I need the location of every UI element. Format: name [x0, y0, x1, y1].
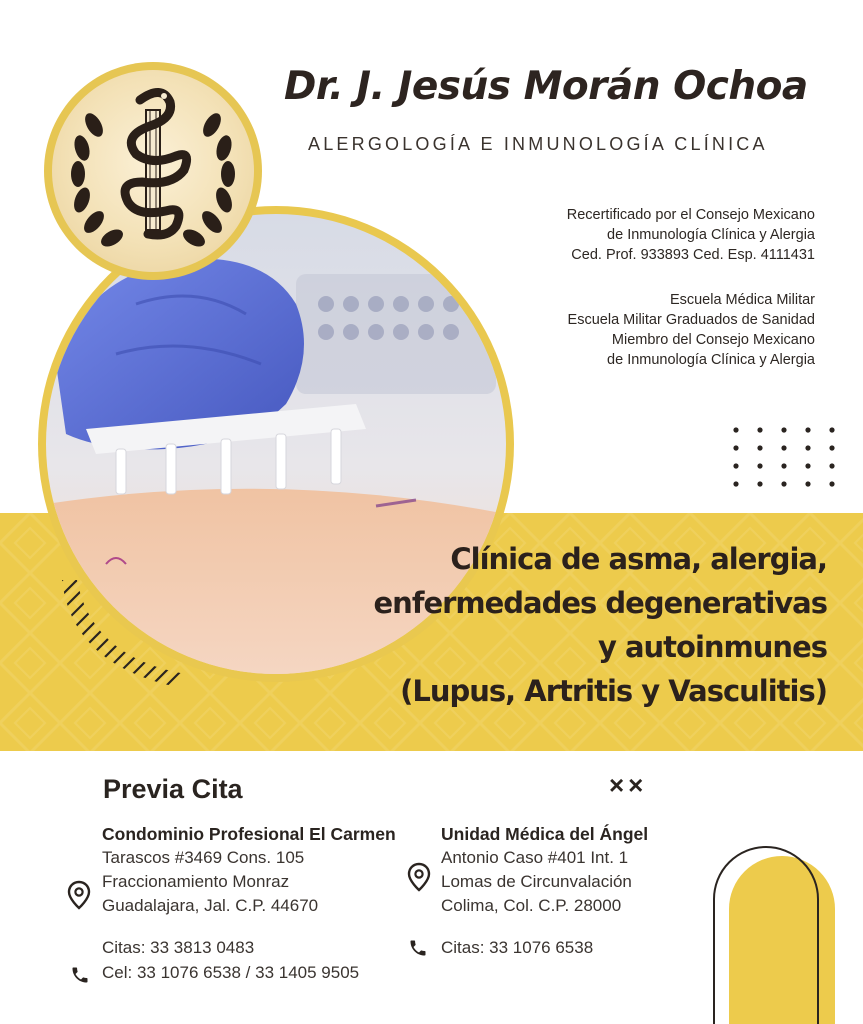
headline-line: (Lupus, Artritis y Vasculitis): [400, 674, 827, 708]
address-line: Tarascos #3469 Cons. 105: [102, 848, 305, 867]
credential-line: Miembro del Consejo Mexicano: [611, 332, 815, 348]
headline-line: y autoinmunes: [597, 630, 827, 664]
credential-line: Escuela Médica Militar: [669, 292, 815, 308]
certification-block: [395, 205, 815, 265]
clinic-headline: [307, 537, 827, 713]
appointment-label: Previa Cita: [103, 774, 243, 804]
headline-line: Clínica de asma, alergia,: [450, 542, 827, 576]
credential-line: Escuela Militar Graduados de Sanidad: [567, 312, 815, 328]
phone-icon: [408, 938, 428, 958]
location-pin-icon: [67, 880, 91, 910]
x-marks-decoration: ××: [609, 770, 648, 800]
headline-line: enfermedades degenerativas: [373, 586, 827, 620]
credential-line: Ced. Prof. 933893 Ced. Esp. 4111431: [571, 247, 815, 263]
address-line: Lomas de Circunvalación: [441, 872, 632, 891]
phone-line[interactable]: Cel: 33 1076 6538 / 33 1405 9505: [102, 963, 360, 982]
phone-line[interactable]: Citas: 33 3813 0483: [102, 938, 255, 957]
location-name: Unidad Médica del Ángel: [441, 824, 649, 844]
credential-line: de Inmunología Clínica y Alergia: [607, 352, 815, 368]
caduceus-logo: [52, 70, 254, 272]
education-block: [395, 290, 815, 370]
address-line: Antonio Caso #401 Int. 1: [441, 848, 629, 867]
phones-guadalajara: [102, 935, 359, 985]
credential-line: Recertificado por el Consejo Mexicano: [566, 207, 815, 223]
phone-line[interactable]: Citas: 33 1076 6538: [441, 938, 594, 957]
location-name: Condominio Profesional El Carmen: [102, 824, 396, 844]
doctor-name: Dr. J. Jesús Morán Ochoa: [284, 64, 808, 109]
location-colima: [441, 822, 648, 918]
address-line: Guadalajara, Jal. C.P. 44670: [102, 896, 319, 915]
phones-colima: [441, 935, 593, 960]
phone-icon: [70, 965, 90, 985]
logo-frame: [44, 62, 262, 280]
dot-grid-decoration: [730, 424, 840, 488]
location-pin-icon: [407, 862, 431, 892]
address-line: Colima, Col. C.P. 28000: [441, 896, 622, 915]
address-line: Fraccionamiento Monraz: [102, 872, 290, 891]
credential-line: de Inmunología Clínica y Alergia: [607, 227, 815, 243]
specialty-title: ALERGOLOGÍA E INMUNOLOGÍA CLÍNICA: [308, 134, 768, 154]
location-guadalajara: [102, 822, 396, 918]
capsule-decoration-outline: [713, 846, 819, 1024]
hatch-decoration: [62, 580, 192, 690]
